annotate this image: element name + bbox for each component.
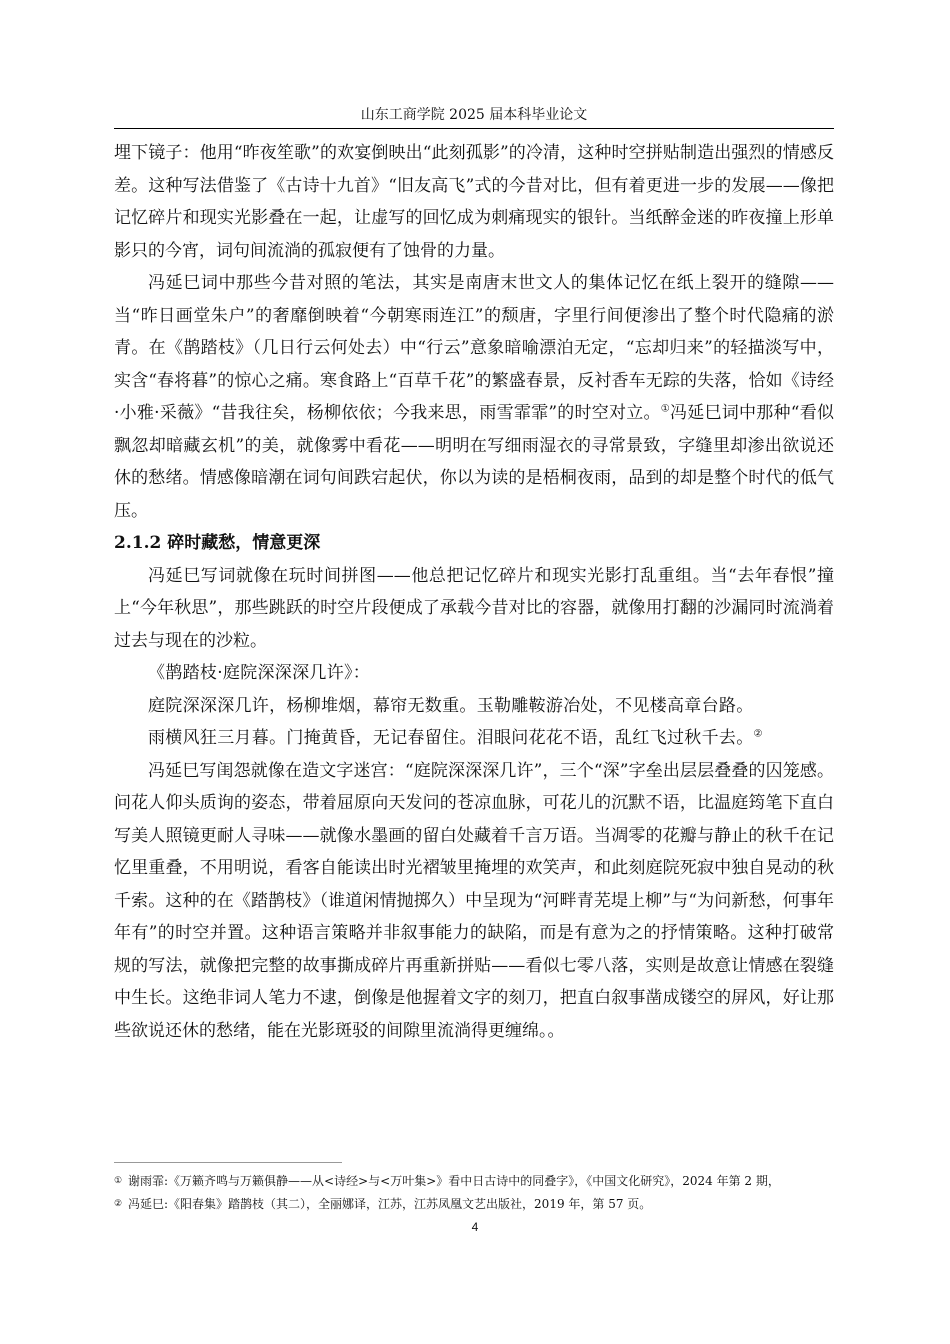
paragraph-1: 埋下镜子：他用“昨夜笙歌”的欢宴倒映出“此刻孤影”的冷清，这种时空拼贴制造出强烈的情感反差。这种写法借鉴了《古诗十九首》“旧友高飞”式的今昔对比，但有着更进一步的发展——像把记忆碎片和现实光影叠在一起，让虚写的回忆成为刺痛现实的银针。当纸醉金迷的昨夜撞上形单影只的今宵，词句间流淌的孤寂便有了蚀骨的力量。 <box>114 143 834 261</box>
paragraph-4: 冯延巳写闺怨就像在造文字迷宫：“庭院深深深几许”，三个“深”字垒出层层叠叠的囚笼感。问花人仰头质询的姿态，带着屈原向天发问的苍凉血脉，可花儿的沉默不语，比温庭筠笔下直白写美人照镜更耐人寻味——就像水墨画的留白处藏着千言万语。当凋零的花瓣与静止的秋千在记忆里重叠，不用明说，看客自能读出时光褶皱里掩埋的欢笑声，和此刻庭院死寂中独自晃动的秋千索。这种的在《踏鹊枝》（谁道闲情抛掷久）中呈现为“河畔青芜堤上柳”与“为问新愁，何事年年有”的时空并置。这种语言策略并非叙事能力的缺陷，而是有意为之的抒情策略。这种打破常规的写法，就像把完整的故事撕成碎片再重新拼贴——看似七零八落，实则是故意让情感在裂缝中生长。这绝非词人笔力不逮，倒像是他握着文字的刻刀，把直白叙事凿成镂空的屏风，好让那些欲说还休的愁绪，能在光影斑驳的间隙里流淌得更缠绵。。 <box>114 760 834 1041</box>
footnote-ref-1[interactable]: ① <box>660 403 671 415</box>
paragraph-3: 冯延巳写词就像在玩时间拼图——他总把记忆碎片和现实光影打乱重组。当“去年春恨”撞上“今年秋思”，那些跳跃的时空片段便成了承载今昔对比的容器，就像用打翻的沙漏同时流淌着过去与现在的沙粒。 <box>114 565 834 651</box>
poem-title: 《鹊踏枝·庭院深深深几许》： <box>148 663 371 683</box>
poem-line-1: 庭院深深深几许，杨柳堆烟，幕帘无数重。玉勒雕鞍游冶处，不见楼高章台路。 <box>148 695 754 716</box>
poem-line-2-text: 雨横风狂三月暮。门掩黄昏，无记春留住。泪眼问花花不语，乱红飞过秋千去。 <box>148 728 754 748</box>
footnotes <box>114 1172 834 1218</box>
section-heading: 2.1.2 碎时藏愁，情意更深 <box>114 533 321 553</box>
header-rule <box>114 128 834 129</box>
footnote-rule <box>114 1162 342 1163</box>
running-header: 山东工商学院 2025 届本科毕业论文 <box>360 107 588 123</box>
footnote-2 <box>114 1195 834 1213</box>
paragraph-2 <box>114 267 834 527</box>
footnote-1-mark: ① <box>114 1176 123 1186</box>
poem-line-2 <box>114 722 834 755</box>
page-number: 4 <box>471 1220 479 1234</box>
footnote-2-mark: ② <box>114 1199 123 1209</box>
footnote-1-text: 谢雨霏:《万籁齐鸣与万籁俱静——从<诗经>与<万叶集>》看中日古诗中的同叠字》，《中国文化研究》，2024 年第 2 期， <box>128 1174 780 1188</box>
footnote-ref-2[interactable]: ② <box>753 728 763 740</box>
footnote-1 <box>114 1172 834 1190</box>
footnote-2-text: 冯延巳:《阳春集》踏鹊枝（其二），全丽娜译，江苏，江苏凤凰文艺出版社，2019 年，第 57 页。 <box>128 1197 652 1211</box>
paragraph-2-part-a: 冯延巳词中那些今昔对照的笔法，其实是南唐末世文人的集体记忆在纸上裂开的缝隙——当“昨日画堂朱户”的奢靡倒映着“今朝寒雨连江”的颓唐，字里行间便渗出了整个时代隐痛的淤青。在《鹊踏枝》（几日行云何处去）中“行云”意象暗喻漂泊无定，“忘却归来”的轻描淡写中，实含“春将暮”的惊心之痛。寒食路上“百草千花”的繁盛春景，反衬香车无踪的失落，恰如《诗经·小雅·采薇》“昔我往矣，杨柳依依；今我来思，雨雪霏霏”的时空对立。 <box>114 273 834 423</box>
paragraph-2-part-b: 冯延巳词中那种“看似飘忽却暗藏玄机”的美，就像雾中看花——明明在写细雨湿衣的寻常景致，字缝里却渗出欲说还休的愁绪。情感像暗潮在词句间跌宕起伏，你以为读的是梧桐夜雨，品到的却是整个时代的低气压。 <box>114 403 834 521</box>
body-text <box>114 137 834 1047</box>
